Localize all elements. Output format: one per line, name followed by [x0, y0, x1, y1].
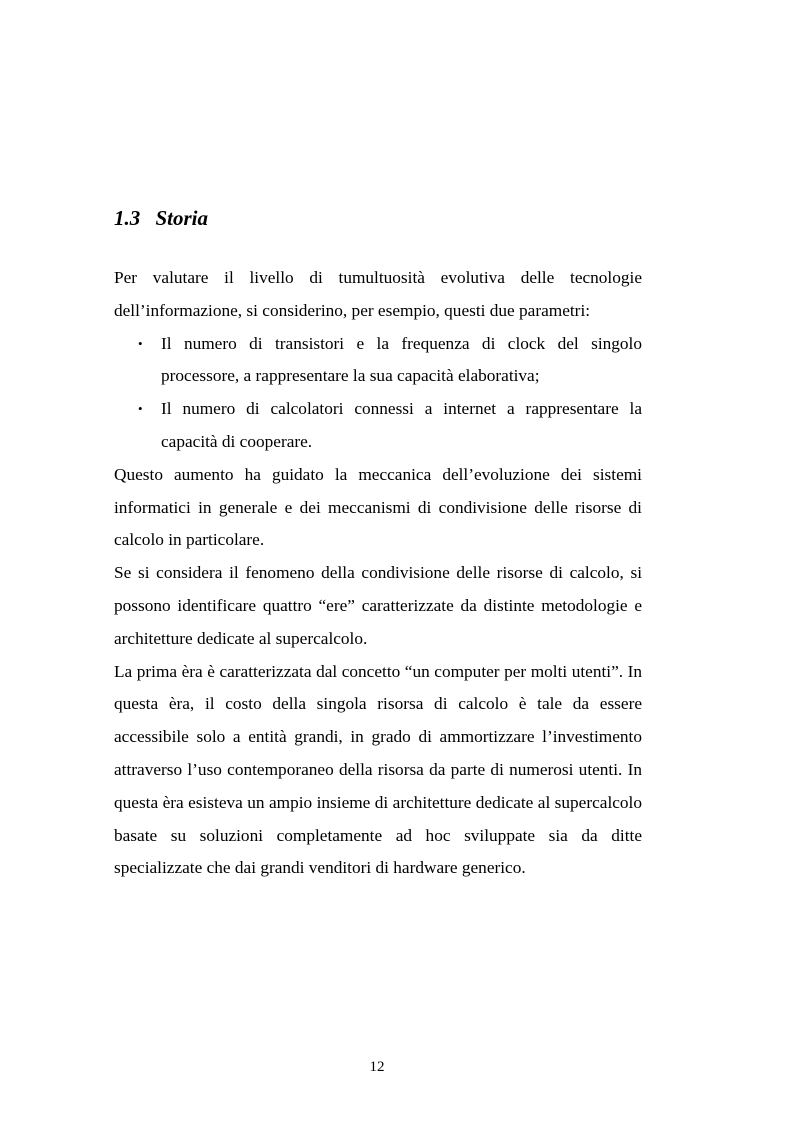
bullet-icon: • — [138, 401, 143, 417]
bullet-text: Il numero di calcolatori connessi a internet a rappresentare la capacità di cooperare. — [161, 399, 642, 451]
section-number: 1.3 — [114, 206, 141, 230]
bullet-text: Il numero di transistori e la frequenza di clock del singolo processore, a rappresentare la sua capacità elaborativa; — [161, 333, 642, 386]
section-title: Storia — [155, 206, 209, 230]
body-paragraph: La prima èra è caratterizzata dal concetto “un computer per molti utenti”. In questa èra, il costo della singola risorsa di calcolo è tale da essere accessibile solo a entità grandi, in grado di ammortizzare l’investimento attraverso l’uso contemporaneo della risorsa da parte di numerosi utenti. In questa èra esisteva un ampio insieme di architetture dedicate al supercalcolo basate su soluzioni completamente ad hoc sviluppate sia da ditte specializzate che dai grandi venditori di hardware generico. — [114, 661, 642, 878]
section-heading — [114, 203, 208, 233]
bullet-icon: • — [138, 335, 143, 351]
bullet-item — [114, 328, 642, 394]
page-number: 12 — [369, 1059, 385, 1075]
body-paragraph: Se si considera il fenomeno della condivisione delle risorse di calcolo, si possono identificare quattro “ere” caratterizzate da distinte metodologie e architetture dedicate al supercalcolo. — [114, 563, 642, 648]
bullet-list — [114, 328, 642, 459]
intro-paragraph: Per valutare il livello di tumultuosità evolutiva delle tecnologie dell’informazione, si considerino, per esempio, questi due parametri: — [114, 268, 642, 320]
bullet-item — [114, 393, 642, 459]
body-paragraph: Questo aumento ha guidato la meccanica dell’evoluzione dei sistemi informatici in generale e dei meccanismi di condivisione delle risorse di calcolo in particolare. — [114, 464, 642, 550]
body-text — [114, 262, 642, 885]
